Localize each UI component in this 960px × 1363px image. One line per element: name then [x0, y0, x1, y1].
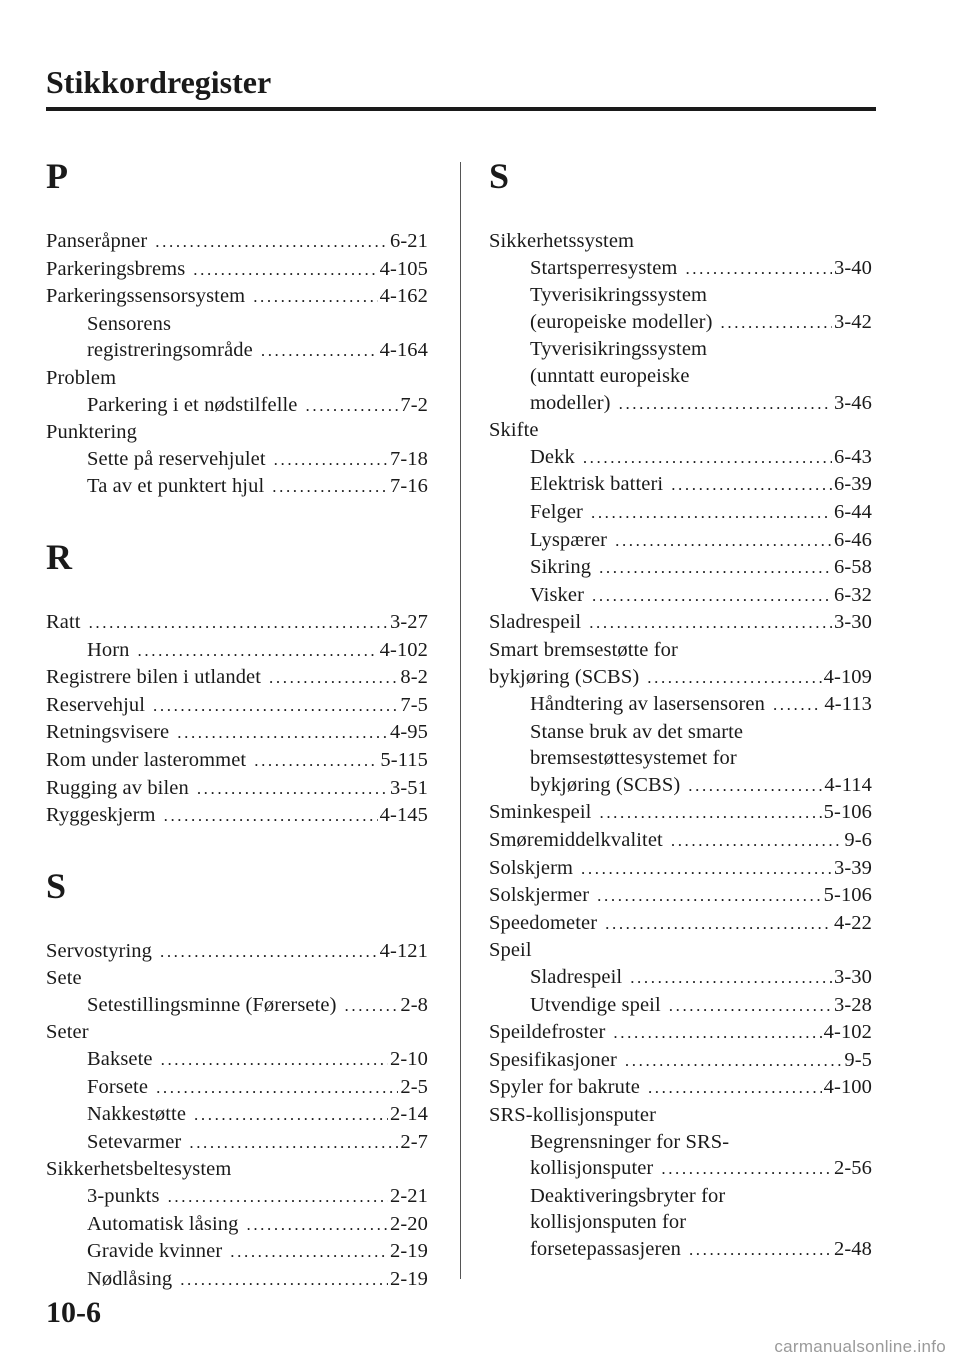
index-subentry	[46, 446, 428, 474]
index-subentry	[46, 1101, 428, 1129]
entry-page-ref: 6-46	[834, 528, 872, 551]
dot-leader	[581, 856, 832, 883]
index-subentry	[489, 255, 872, 283]
entry-page-ref: 4-105	[379, 257, 428, 280]
entry-text: modeller)	[530, 391, 611, 414]
index-entry	[489, 799, 872, 827]
entry-text: (unntatt europeiske	[530, 364, 690, 387]
dot-leader	[253, 284, 377, 311]
entry-text: Rugging av bilen	[46, 776, 189, 799]
entry-page-ref: 2-7	[400, 1130, 428, 1153]
entry-page-ref: 4-109	[823, 665, 872, 688]
index-subentry	[489, 282, 872, 309]
dot-leader	[189, 1130, 398, 1157]
entry-page-ref: 2-48	[834, 1237, 872, 1260]
dot-leader	[345, 993, 399, 1020]
index-entry	[489, 1102, 872, 1129]
index-entry	[489, 1074, 872, 1102]
dot-leader	[669, 993, 832, 1020]
entry-text: 3-punkts	[87, 1185, 160, 1208]
dot-leader	[306, 393, 399, 420]
entry-text: Ratt	[46, 610, 81, 633]
index-subentry	[489, 527, 872, 555]
entry-text: Visker	[530, 583, 585, 606]
entry-text: Speil	[489, 939, 532, 962]
entry-page-ref: 2-20	[390, 1212, 428, 1235]
entry-text: Setevarmer	[87, 1130, 182, 1153]
index-subentry	[46, 1238, 428, 1266]
index-entry	[46, 609, 428, 637]
dot-leader	[661, 1156, 832, 1183]
watermark-text: carmanualsonline.info	[774, 1337, 946, 1356]
dot-leader	[138, 638, 378, 665]
entry-page-ref: 4-113	[824, 693, 872, 716]
entry-text: Horn	[87, 638, 130, 661]
entry-page-ref: 2-8	[400, 993, 428, 1016]
dot-leader	[599, 555, 832, 582]
index-subentry	[489, 582, 872, 610]
entry-text: Punktering	[46, 421, 137, 444]
index-entry	[46, 965, 428, 992]
entry-text: Parkeringsbrems	[46, 257, 186, 280]
dot-leader	[591, 500, 832, 527]
dot-leader	[773, 692, 822, 719]
entry-page-ref: 4-22	[834, 911, 872, 934]
entry-text: Automatisk låsing	[87, 1212, 239, 1235]
index-subentry	[489, 363, 872, 390]
entry-text: Panseråpner	[46, 230, 148, 252]
index-entry	[46, 775, 428, 803]
index-subentry	[489, 336, 872, 363]
dot-leader	[688, 773, 822, 800]
index-entry	[46, 938, 428, 966]
index-letter-heading: P	[46, 156, 68, 196]
entry-page-ref: 3-40	[834, 256, 872, 279]
dot-leader	[193, 257, 377, 284]
dot-leader	[261, 338, 378, 365]
entry-page-ref: 3-39	[834, 856, 872, 879]
group-spacer	[46, 830, 428, 860]
entry-text: Håndtering av lasersensoren	[530, 693, 765, 716]
entry-page-ref: 4-102	[379, 638, 428, 661]
index-subentry	[46, 1211, 428, 1239]
index-entry	[46, 1019, 428, 1046]
index-subentry	[489, 471, 872, 499]
dot-leader	[589, 610, 832, 637]
entry-text: Utvendige speil	[530, 993, 661, 1016]
index-entry	[46, 228, 428, 256]
index-entry	[46, 419, 428, 446]
entry-page-ref: 5-106	[823, 884, 872, 907]
entry-text: Dekk	[530, 445, 575, 468]
entry-page-ref: 6-58	[834, 556, 872, 579]
entry-text: Parkering i et nødstilfelle	[87, 393, 298, 416]
index-entry	[46, 283, 428, 311]
entry-text: Begrensninger for SRS-	[530, 1130, 730, 1153]
entry-page-ref: 3-30	[834, 611, 872, 634]
index-entry	[489, 882, 872, 910]
entry-page-ref: 5-106	[823, 801, 872, 824]
index-entry	[46, 664, 428, 692]
entry-text: Problem	[46, 366, 117, 389]
entry-text: Elektrisk batteri	[530, 473, 664, 496]
index-subentry	[489, 964, 872, 992]
dot-leader	[613, 1020, 821, 1047]
entry-page-ref: 2-19	[390, 1240, 428, 1263]
entry-text: bykjøring (SCBS)	[489, 665, 640, 688]
entry-page-ref: 6-39	[834, 473, 872, 496]
entry-text: kollisjonsputen for	[530, 1211, 687, 1234]
entry-page-ref: 2-14	[390, 1103, 428, 1126]
entry-text: Baksete	[87, 1048, 153, 1071]
index-subentry	[46, 1183, 428, 1211]
entry-text: Sikkerhetssystem	[489, 230, 635, 252]
dot-leader	[272, 474, 388, 501]
entry-page-ref: 2-21	[390, 1185, 428, 1208]
index-subentry	[489, 745, 872, 772]
dot-leader	[164, 803, 378, 830]
entry-text: Sladrespeil	[489, 611, 582, 634]
dot-leader	[254, 748, 378, 775]
dot-leader	[605, 911, 832, 938]
index-subentry	[489, 1155, 872, 1183]
dot-leader	[721, 310, 832, 337]
entry-page-ref: 2-56	[834, 1157, 872, 1180]
entry-text: Nødlåsing	[87, 1267, 173, 1290]
dot-leader	[246, 1212, 388, 1239]
entry-text: Sensorens	[87, 312, 172, 335]
index-entry	[46, 365, 428, 392]
entry-text: Spyler for bakrute	[489, 1076, 640, 1099]
entry-text: Nakkestøtte	[87, 1103, 187, 1126]
index-entry	[489, 910, 872, 938]
dot-leader	[269, 665, 398, 692]
dot-leader	[685, 256, 832, 283]
entry-page-ref: 4-114	[824, 773, 872, 796]
index-subentry	[46, 337, 428, 365]
dot-leader	[180, 1267, 388, 1294]
entry-text: Reservehjul	[46, 693, 146, 716]
dot-leader	[168, 1184, 388, 1211]
index-subentry	[489, 1183, 872, 1210]
dot-leader	[671, 828, 843, 855]
index-subentry	[489, 1129, 872, 1156]
dot-leader	[89, 610, 388, 637]
index-entry	[46, 802, 428, 830]
entry-page-ref: 2-19	[390, 1267, 428, 1290]
entry-text: SRS-kollisjonsputer	[489, 1104, 657, 1126]
index-entry	[46, 1156, 428, 1183]
entry-text: Servostyring	[46, 939, 152, 962]
entry-text: bykjøring (SCBS)	[530, 773, 681, 796]
entry-page-ref: 7-16	[390, 475, 428, 498]
entry-text: Parkeringssensorsystem	[46, 285, 246, 308]
entry-page-ref: 7-5	[400, 693, 428, 716]
dot-leader	[194, 1102, 388, 1129]
entry-page-ref: 4-100	[823, 1076, 872, 1099]
entry-page-ref: 3-30	[834, 966, 872, 989]
entry-text: Skifte	[489, 419, 539, 442]
entry-text: Sladrespeil	[530, 966, 623, 989]
entry-page-ref: 3-28	[834, 993, 872, 1016]
entry-text: Sikring	[530, 556, 592, 579]
index-entry	[489, 609, 872, 637]
index-subentry	[46, 473, 428, 501]
entry-text: forsetepassasjeren	[530, 1237, 681, 1260]
entry-text: (europeiske modeller)	[530, 310, 713, 333]
index-entry	[46, 719, 428, 747]
entry-text: Ta av et punktert hjul	[87, 475, 265, 498]
dot-leader	[599, 800, 821, 827]
index-subentry	[489, 1236, 872, 1264]
entry-text: Smart bremsestøtte for	[489, 638, 678, 661]
index-letter-heading: S	[46, 865, 67, 906]
index-entry	[489, 937, 872, 964]
dot-leader	[161, 1047, 388, 1074]
index-subentry	[489, 390, 872, 418]
dot-leader	[615, 528, 832, 555]
index-subentry	[46, 637, 428, 665]
index-subentry	[46, 1266, 428, 1294]
index-entry	[46, 692, 428, 720]
index-subentry	[46, 311, 428, 338]
entry-text: Smøremiddelkvalitet	[489, 829, 663, 852]
entry-page-ref: 4-164	[379, 339, 428, 362]
index-subentry	[46, 1129, 428, 1157]
index-entry	[489, 417, 872, 444]
entry-text: Startsperresystem	[530, 256, 678, 279]
entry-text: Tyverisikringssystem	[530, 338, 708, 361]
dot-leader	[155, 229, 388, 256]
dot-leader	[197, 776, 388, 803]
entry-text: Speedometer	[489, 911, 598, 934]
dot-leader	[619, 391, 832, 418]
index-subentry	[46, 1046, 428, 1074]
entry-page-ref: 7-2	[400, 393, 428, 416]
dot-leader	[156, 1075, 398, 1102]
index-subentry	[489, 444, 872, 472]
index-entry	[489, 637, 872, 664]
entry-text: Spesifikasjoner	[489, 1048, 617, 1071]
entry-page-ref: 7-18	[390, 447, 428, 470]
entry-text: Stanse bruk av det smarte	[530, 720, 744, 743]
entry-page-ref: 9-5	[844, 1048, 872, 1071]
dot-leader	[230, 1239, 388, 1266]
dot-leader	[583, 445, 832, 472]
dot-leader	[177, 720, 388, 747]
index-column-left	[46, 150, 428, 1293]
entry-text: bremsestøttesystemet for	[530, 747, 737, 770]
entry-page-ref: 8-2	[400, 666, 428, 689]
entry-page-ref: 4-145	[379, 804, 428, 827]
dot-leader	[689, 1237, 832, 1264]
dot-leader	[647, 665, 821, 692]
entry-page-ref: 6-43	[834, 445, 872, 468]
entry-page-ref: 4-121	[379, 939, 428, 962]
entry-text: Gravide kvinner	[87, 1240, 223, 1263]
entry-text: Solskjermer	[489, 884, 590, 907]
index-entry	[489, 664, 872, 692]
entry-text: Tyverisikringssystem	[530, 284, 708, 307]
entry-page-ref: 4-95	[390, 721, 428, 744]
index-subentry	[489, 992, 872, 1020]
dot-leader	[153, 693, 398, 720]
entry-text: Sikkerhetsbeltesystem	[46, 1158, 232, 1181]
entry-page-ref: 9-6	[844, 829, 872, 852]
entry-text: Ryggeskjerm	[46, 804, 156, 827]
index-entry	[46, 747, 428, 775]
entry-text: Retningsvisere	[46, 721, 170, 744]
column-divider	[460, 162, 461, 1279]
index-entry	[489, 1019, 872, 1047]
dot-leader	[625, 1048, 842, 1075]
index-column-right	[489, 150, 872, 1264]
entry-text: Sminkespeil	[489, 801, 592, 824]
dot-leader	[592, 583, 832, 610]
entry-page-ref: 2-5	[400, 1075, 428, 1098]
index-letter-heading: R	[46, 536, 72, 577]
page-header-title: Stikkordregister	[46, 64, 272, 100]
dot-leader	[671, 472, 832, 499]
entry-text: Solskjerm	[489, 856, 574, 879]
entry-text: Felger	[530, 500, 583, 523]
index-subentry	[489, 772, 872, 800]
page-number: 10-6	[46, 1296, 101, 1329]
index-subentry	[46, 392, 428, 420]
entry-text: Forsete	[87, 1075, 149, 1098]
index-entry	[489, 855, 872, 883]
index-subentry	[46, 992, 428, 1020]
entry-text: Rom under lasterommet	[46, 748, 247, 771]
dot-leader	[648, 1075, 822, 1102]
entry-text: kollisjonsputer	[530, 1157, 654, 1180]
entry-text: Setestillingsminne (Førersete)	[87, 993, 337, 1016]
entry-page-ref: 6-32	[834, 583, 872, 606]
entry-text: Deaktiveringsbryter for	[530, 1184, 726, 1207]
entry-page-ref: 2-10	[390, 1048, 428, 1071]
index-subentry	[489, 499, 872, 527]
entry-text: Seter	[46, 1021, 89, 1044]
index-subentry	[489, 691, 872, 719]
index-subentry	[489, 1209, 872, 1236]
index-entry	[489, 827, 872, 855]
group-spacer	[46, 501, 428, 531]
entry-text: Speildefroster	[489, 1021, 606, 1044]
entry-text: Registrere bilen i utlandet	[46, 666, 262, 689]
entry-page-ref: 3-51	[390, 776, 428, 799]
dot-leader	[630, 965, 832, 992]
entry-page-ref: 4-162	[379, 285, 428, 308]
index-entry	[489, 1047, 872, 1075]
index-entry	[46, 256, 428, 284]
entry-page-ref: 3-42	[834, 310, 872, 333]
index-subentry	[489, 309, 872, 337]
dot-leader	[274, 447, 388, 474]
index-subentry	[489, 719, 872, 746]
index-letter-heading: S	[489, 156, 510, 196]
entry-text: Sete	[46, 967, 82, 990]
entry-text: Sette på reservehjulet	[87, 447, 266, 470]
entry-text: registreringsområde	[87, 339, 253, 362]
index-subentry	[46, 1074, 428, 1102]
entry-page-ref: 6-44	[834, 500, 872, 523]
entry-page-ref: 3-46	[834, 391, 872, 414]
dot-leader	[160, 939, 378, 966]
header-rule	[46, 107, 876, 111]
entry-page-ref: 4-102	[823, 1021, 872, 1044]
dot-leader	[597, 883, 822, 910]
entry-page-ref: 3-27	[390, 610, 428, 633]
index-entry	[489, 228, 872, 255]
entry-page-ref: 5-115	[380, 748, 428, 771]
index-subentry	[489, 554, 872, 582]
entry-text: Lyspærer	[530, 528, 608, 551]
entry-page-ref: 6-21	[390, 230, 428, 252]
